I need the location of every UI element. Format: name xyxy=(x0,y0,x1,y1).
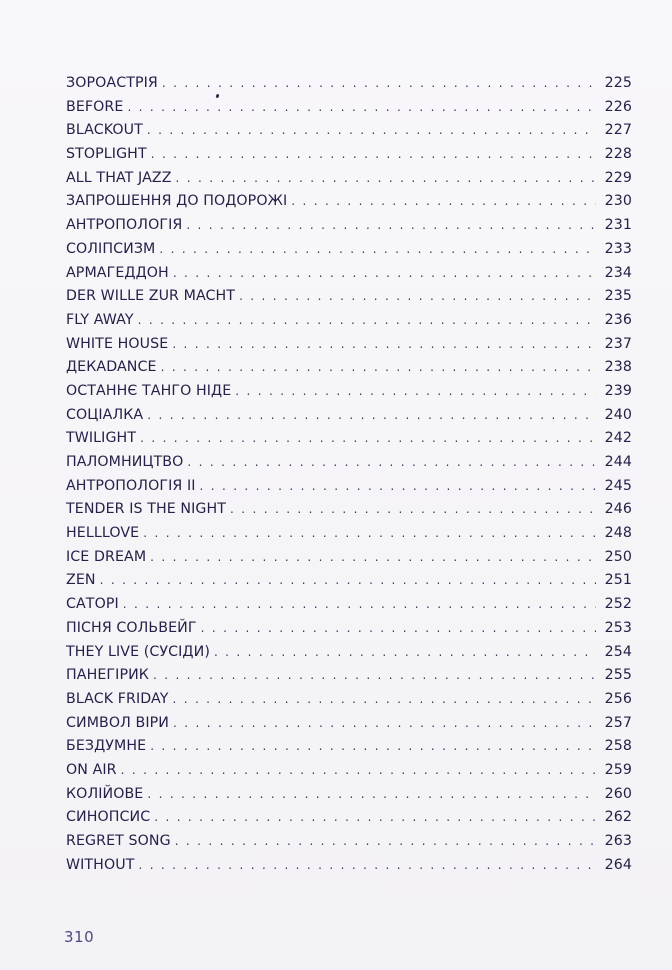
toc-entry xyxy=(66,475,632,499)
toc-entry-title: ZEN xyxy=(66,572,96,589)
toc-entry-page: 238 xyxy=(604,359,632,376)
toc-dot-leader xyxy=(173,262,596,286)
toc-entry xyxy=(66,522,632,546)
toc-entry-page: 240 xyxy=(604,406,632,423)
toc-entry-title: ALL THAT JAZZ xyxy=(66,169,172,186)
toc-entry-page: 260 xyxy=(604,785,632,802)
toc-dot-leader xyxy=(147,783,596,807)
toc-entry-page: 227 xyxy=(604,122,632,139)
toc-entry-page: 254 xyxy=(604,643,632,660)
toc-dot-leader xyxy=(175,830,596,854)
toc-entry xyxy=(66,427,632,451)
toc-entry xyxy=(66,309,632,333)
toc-entry-title: САТОРІ xyxy=(66,596,119,613)
toc-dot-leader xyxy=(201,617,596,641)
toc-entry-page: 256 xyxy=(604,690,632,707)
toc-dot-leader xyxy=(138,854,596,878)
toc-entry xyxy=(66,190,632,214)
toc-entry-page: 262 xyxy=(604,809,632,826)
toc-dot-leader xyxy=(143,522,596,546)
toc-entry-title: КОЛІЙОВЕ xyxy=(66,785,144,802)
toc-dot-leader xyxy=(153,664,596,688)
toc-entry-title: WITHOUT xyxy=(66,856,135,873)
toc-entry-page: 239 xyxy=(604,382,632,399)
toc-entry-page: 231 xyxy=(604,217,632,234)
toc-dot-leader xyxy=(150,546,596,570)
toc-dot-leader xyxy=(100,569,596,593)
toc-entry xyxy=(66,593,632,617)
toc-dot-leader xyxy=(187,451,596,475)
toc-entry xyxy=(66,214,632,238)
toc-entry-title: ЗОРОАСТРІЯ xyxy=(66,75,158,91)
toc-entry-title: ICE DREAM xyxy=(66,548,147,565)
toc-entry-title: СИМВОЛ ВІРИ xyxy=(66,714,170,731)
toc-entry-title: TWILIGHT xyxy=(66,430,137,447)
toc-entry-page: 236 xyxy=(604,311,632,328)
toc-entry-title: СОЛІПСИЗМ xyxy=(66,240,156,257)
toc-entry-page: 259 xyxy=(604,761,632,778)
toc-entry-title: ПАЛОМНИЦТВО xyxy=(66,454,184,470)
toc-entry-page: 257 xyxy=(604,714,632,731)
toc-entry-title: TENDER IS THE NIGHT xyxy=(66,501,227,518)
toc-dot-leader xyxy=(239,285,596,309)
toc-entry xyxy=(66,759,632,783)
toc-dot-leader xyxy=(176,167,596,191)
toc-entry xyxy=(66,664,632,688)
toc-entry-title: ПІСНЯ СОЛЬВЕЙГ xyxy=(66,619,197,636)
toc-dot-leader xyxy=(200,475,596,499)
toc-entry xyxy=(66,783,632,807)
toc-entry-title: BLACKOUT xyxy=(66,122,143,139)
toc-entry-page: 230 xyxy=(604,193,632,210)
toc-dot-leader xyxy=(147,119,596,143)
toc-dot-leader xyxy=(150,735,596,759)
toc-entry xyxy=(66,569,632,593)
toc-entry xyxy=(66,96,632,120)
toc-entry-title: BEFORE xyxy=(66,98,124,115)
toc-dot-leader xyxy=(123,593,596,617)
toc-entry-title: ОСТАННЄ ТАНГО НІДЕ xyxy=(66,382,232,399)
toc-entry-page: 264 xyxy=(604,856,632,873)
toc-entry-title: BLACK FRIDAY xyxy=(66,690,169,707)
toc-entry xyxy=(66,830,632,854)
toc-entry-page: 251 xyxy=(604,572,632,589)
toc-entry-title: THEY LIVE (СУСІДИ) xyxy=(66,643,210,660)
toc-entry-page: 228 xyxy=(604,146,632,163)
toc-entry-title: СИНОПСИС xyxy=(66,809,151,826)
toc-entry-title: ДЕКАDANCE xyxy=(66,359,157,376)
toc-dot-leader xyxy=(186,214,596,238)
toc-entry-page: 235 xyxy=(604,288,632,305)
toc-entry xyxy=(66,451,632,475)
toc-entry-title: АНТРОПОЛОГІЯ xyxy=(66,217,183,234)
toc-dot-leader xyxy=(121,759,596,783)
toc-dot-leader xyxy=(140,427,596,451)
toc-entry-title: STOPLIGHT xyxy=(66,146,147,163)
toc-entry-page: 245 xyxy=(604,477,632,494)
toc-entry xyxy=(66,380,632,404)
toc-entry-title: REGRET SONG xyxy=(66,833,171,849)
toc-entry-title: АНТРОПОЛОГІЯ ІІ xyxy=(66,477,196,494)
toc-entry-title: ПАНЕГІРИК xyxy=(66,667,149,684)
toc-entry-page: 237 xyxy=(604,335,632,352)
toc-entry xyxy=(66,404,632,428)
toc-dot-leader xyxy=(173,688,597,712)
toc-entry-title: АРМАГЕДДОН xyxy=(66,264,169,281)
toc-dot-leader xyxy=(173,712,596,736)
toc-entry-title: HELLLOVE xyxy=(66,525,140,542)
toc-entry-page: 244 xyxy=(604,454,632,470)
toc-entry xyxy=(66,143,632,167)
toc-entry-title: БЕЗДУМНЕ xyxy=(66,738,147,755)
toc-dot-leader xyxy=(172,333,596,357)
toc-entry xyxy=(66,262,632,286)
toc-dot-leader xyxy=(147,404,596,428)
toc-entry xyxy=(66,167,632,191)
toc-entry-page: 233 xyxy=(604,240,632,257)
table-of-contents xyxy=(66,72,632,877)
toc-dot-leader xyxy=(230,498,596,522)
toc-entry-page: 242 xyxy=(604,430,632,447)
toc-entry xyxy=(66,712,632,736)
toc-entry-page: 252 xyxy=(604,596,632,613)
toc-entry-page: 226 xyxy=(604,98,632,115)
toc-entry-title: FLY AWAY xyxy=(66,311,134,328)
toc-entry-page: 263 xyxy=(604,833,632,849)
toc-entry xyxy=(66,546,632,570)
toc-entry-title: DER WILLE ZUR MACHT xyxy=(66,288,236,305)
toc-entry-page: 248 xyxy=(604,525,632,542)
toc-entry xyxy=(66,72,632,96)
toc-entry-title: СОЦІАЛКА xyxy=(66,406,144,423)
toc-entry-page: 246 xyxy=(604,501,632,518)
toc-entry xyxy=(66,333,632,357)
toc-entry xyxy=(66,641,632,665)
toc-entry xyxy=(66,806,632,830)
toc-entry-title: WHITE HOUSE xyxy=(66,335,169,352)
toc-dot-leader xyxy=(151,143,596,167)
toc-dot-leader xyxy=(127,96,596,120)
toc-dot-leader xyxy=(162,72,596,96)
page-number: 310 xyxy=(64,928,95,946)
toc-entry xyxy=(66,688,632,712)
toc-entry-page: 255 xyxy=(604,667,632,684)
toc-dot-leader xyxy=(235,380,596,404)
toc-entry-title: ЗАПРОШЕННЯ ДО ПОДОРОЖІ xyxy=(66,193,288,210)
toc-entry xyxy=(66,356,632,380)
toc-entry xyxy=(66,854,632,878)
toc-entry-page: 229 xyxy=(604,169,632,186)
toc-dot-leader xyxy=(291,190,596,214)
toc-entry xyxy=(66,238,632,262)
toc-entry-page: 250 xyxy=(604,548,632,565)
toc-entry-page: 234 xyxy=(604,264,632,281)
toc-entry xyxy=(66,498,632,522)
toc-dot-leader xyxy=(161,356,596,380)
toc-entry-page: 225 xyxy=(604,75,632,91)
toc-dot-leader xyxy=(214,641,596,665)
toc-entry xyxy=(66,617,632,641)
toc-entry xyxy=(66,119,632,143)
toc-dot-leader xyxy=(138,309,596,333)
toc-entry xyxy=(66,285,632,309)
toc-entry xyxy=(66,735,632,759)
toc-entry-page: 253 xyxy=(604,619,632,636)
toc-dot-leader xyxy=(159,238,596,262)
toc-dot-leader xyxy=(154,806,596,830)
toc-entry-title: ON AIR xyxy=(66,761,117,778)
toc-entry-page: 258 xyxy=(604,738,632,755)
